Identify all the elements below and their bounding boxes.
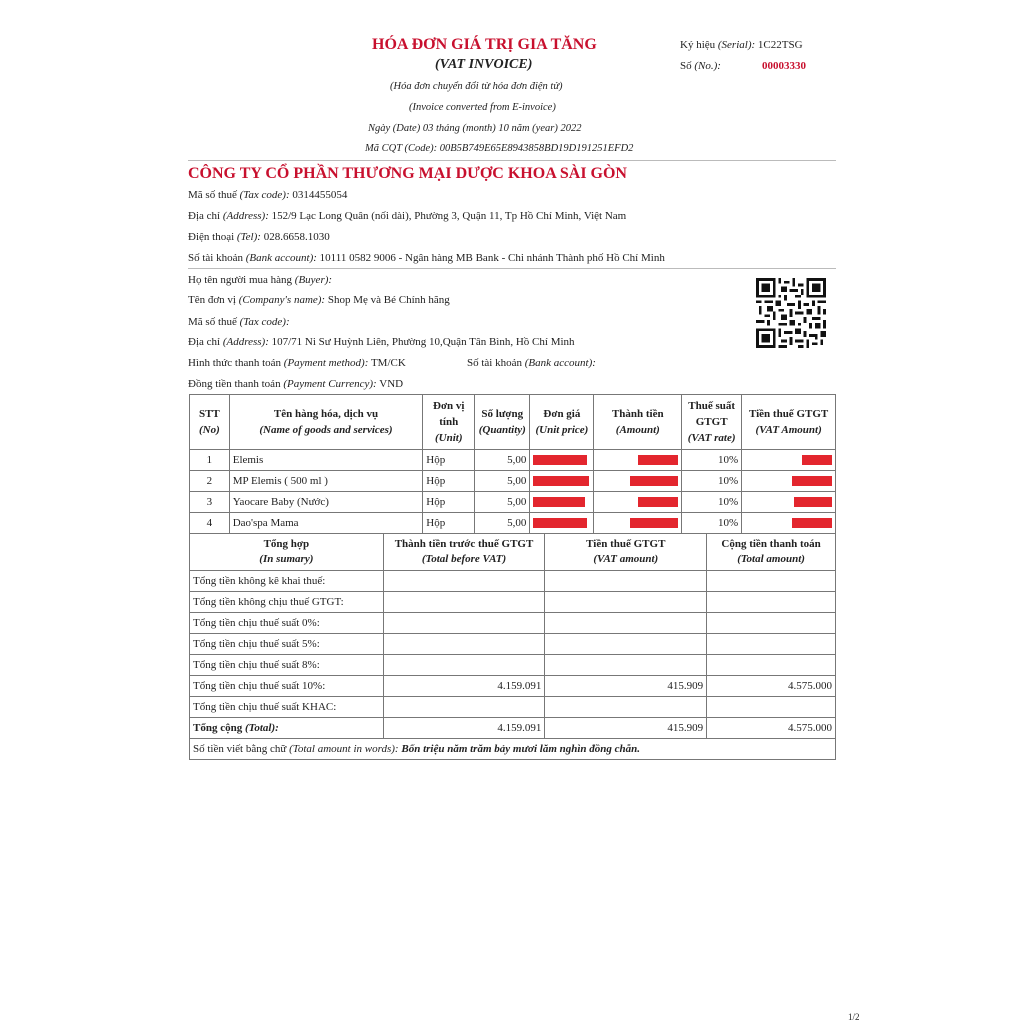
items-table: [189, 394, 836, 534]
table-row: Tổng tiền không chịu thuế GTGT:: [190, 592, 836, 613]
col-header-unit: Đơn vị tính (Unit): [423, 395, 475, 450]
summary-table: [189, 533, 836, 760]
seller-bank-account: Số tài khoản (Bank account): 10111 0582 9006 - Ngân hàng MB Bank - Chi nhánh Thành phố Hồ Chí Minh: [188, 252, 665, 264]
sum-header-summary: Tổng hợp (In sumary): [190, 534, 384, 571]
table-row: 4 Dao'spa Mama Hộp 5,00 10%: [190, 513, 836, 534]
summary-header-row: [190, 534, 836, 571]
table-row: Tổng tiền chịu thuế suất 5%:: [190, 634, 836, 655]
divider: [188, 160, 836, 161]
sum-header-before-vat: Thành tiền trước thuế GTGT (Total before VAT): [383, 534, 545, 571]
seller-tel: Điện thoại (Tel): 028.6658.1030: [188, 231, 330, 243]
col-header-name: Tên hàng hóa, dịch vụ (Name of goods and services): [229, 395, 423, 450]
col-header-no: STT (No): [190, 395, 230, 450]
redacted-unit-price: [533, 455, 587, 465]
redacted-vat-amount: [792, 518, 832, 528]
buyer-company: Tên đơn vị (Company's name): Shop Mẹ và Bé Chính hãng: [188, 294, 450, 306]
page-number: 1/2: [848, 1012, 860, 1022]
amount-in-words: Bốn triệu năm trăm bảy mươi lăm nghìn đồng chẵn.: [401, 743, 641, 755]
serial-line: Ký hiệu (Serial): 1C22TSG: [680, 39, 803, 51]
invoice-number: 00003330: [762, 60, 806, 72]
redacted-vat-amount: [792, 476, 832, 486]
table-row: Tổng tiền không kê khai thuế:: [190, 571, 836, 592]
qr-code-icon: [756, 278, 826, 348]
table-row: Tổng tiền chịu thuế suất KHAC:: [190, 697, 836, 718]
buyer-address: Địa chỉ (Address): 107/71 Ni Sư Huỳnh Liên, Phường 10,Quận Tân Bình, Hồ Chí Minh: [188, 336, 575, 348]
invoice-title: HÓA ĐƠN GIÁ TRỊ GIA TĂNG: [372, 36, 597, 53]
redacted-amount: [638, 455, 678, 465]
redacted-unit-price: [533, 518, 587, 528]
redacted-amount: [638, 497, 678, 507]
buyer-tax-code: Mã số thuế (Tax code):: [188, 316, 290, 328]
conversion-note-vi: (Hóa đơn chuyển đổi từ hóa đơn điện tử): [390, 81, 563, 92]
buyer-bank-account: Số tài khoản (Bank account):: [467, 357, 596, 369]
table-row: 1 Elemis Hộp 5,00 10%: [190, 450, 836, 471]
table-row: 2 MP Elemis ( 500 ml ) Hộp 5,00 10%: [190, 471, 836, 492]
divider: [188, 268, 836, 269]
table-row: Tổng tiền chịu thuế suất 10%: 4.159.091 415.909 4.575.000: [190, 676, 836, 697]
redacted-unit-price: [533, 476, 589, 486]
redacted-amount: [630, 476, 678, 486]
seller-address: Địa chỉ (Address): 152/9 Lạc Long Quân (nối dài), Phường 3, Quận 11, Tp Hồ Chí Minh, Việt Nam: [188, 210, 627, 222]
redacted-unit-price: [533, 497, 585, 507]
seller-tax-code: Mã số thuế (Tax code): 0314455054: [188, 189, 348, 201]
conversion-note-en: (Invoice converted from E-invoice): [409, 102, 556, 113]
sum-header-total: Cộng tiền thanh toán (Total amount): [707, 534, 836, 571]
seller-company: CÔNG TY CỔ PHẦN THƯƠNG MẠI DƯỢC KHOA SÀI GÒN: [188, 165, 627, 182]
items-header-row: [190, 395, 836, 450]
table-row: 3 Yaocare Baby (Nước) Hộp 5,00 10%: [190, 492, 836, 513]
redacted-amount: [630, 518, 678, 528]
sum-header-vat: Tiền thuế GTGT (VAT amount): [545, 534, 707, 571]
col-header-amount: Thành tiền (Amount): [594, 395, 682, 450]
payment-currency: Đồng tiền thanh toán (Payment Currency): VND: [188, 378, 404, 390]
payment-method: Hình thức thanh toán (Payment method): TM/CK: [188, 357, 406, 369]
redacted-vat-amount: [794, 497, 832, 507]
invoice-date: Ngày (Date) 03 tháng (month) 10 năm (year) 2022: [368, 123, 582, 134]
redacted-vat-amount: [802, 455, 832, 465]
col-header-unit-price: Đơn giá (Unit price): [530, 395, 594, 450]
table-row: Tổng tiền chịu thuế suất 8%:: [190, 655, 836, 676]
cqt-code: Mã CQT (Code): 00B5B749E65E8943858BD19D191251EFD2: [365, 143, 634, 154]
col-header-vat-amount: Tiền thuế GTGT (VAT Amount): [742, 395, 836, 450]
number-line: Số (No.):: [680, 60, 721, 72]
amount-in-words-row: Số tiền viết bằng chữ (Total amount in words): Bốn triệu năm trăm bảy mươi lăm nghìn đồng chẵn.: [190, 739, 836, 760]
total-row: Tổng cộng (Total): 4.159.091 415.909 4.575.000: [190, 718, 836, 739]
col-header-quantity: Số lượng (Quantity): [475, 395, 530, 450]
table-row: Tổng tiền chịu thuế suất 0%:: [190, 613, 836, 634]
invoice-subtitle: (VAT INVOICE): [435, 57, 533, 72]
col-header-vat-rate: Thuế suất GTGT (VAT rate): [682, 395, 742, 450]
buyer-name: Họ tên người mua hàng (Buyer):: [188, 274, 333, 286]
